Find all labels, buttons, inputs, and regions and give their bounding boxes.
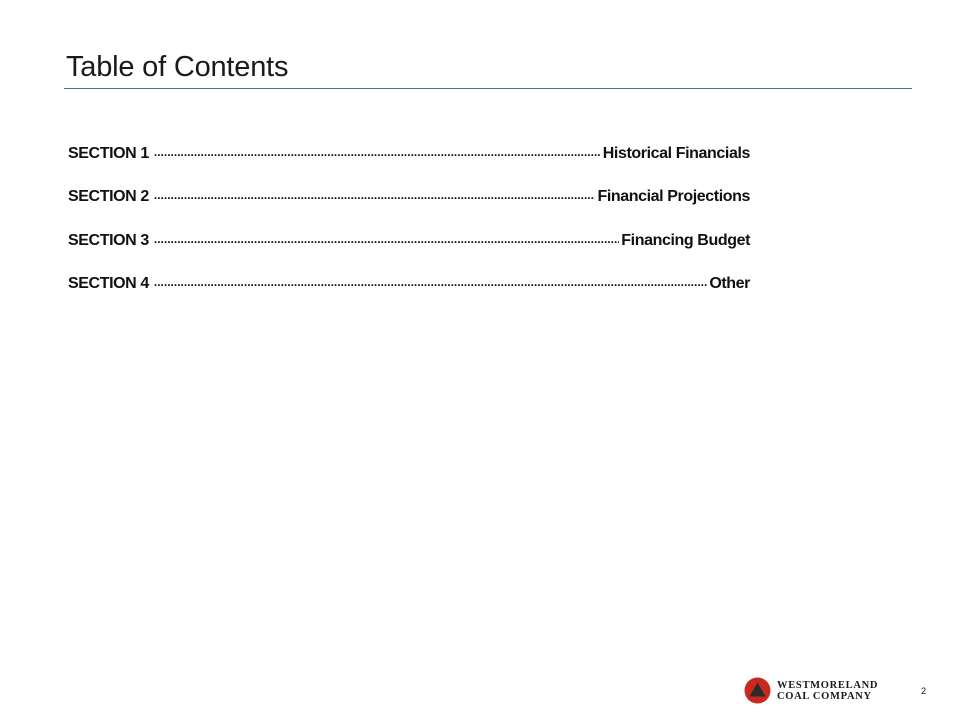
toc-section-number: SECTION 4: [68, 274, 149, 292]
toc-section-number: SECTION 3: [68, 231, 149, 249]
toc-section-number: SECTION 2: [68, 188, 149, 206]
toc-section-title: Historical Financials: [602, 145, 750, 162]
toc-entry-section-3[interactable]: [68, 227, 750, 249]
toc-dot-leader: [154, 270, 707, 288]
toc-entry-section-2[interactable]: [68, 183, 750, 205]
toc-entry-section-4[interactable]: [68, 270, 750, 292]
company-logo: [744, 677, 878, 704]
toc-section-number: SECTION 1: [68, 145, 149, 162]
logo-wordmark: [777, 680, 878, 702]
toc-section-title: Financial Projections: [597, 188, 750, 206]
toc-dot-leader: [154, 227, 619, 245]
toc-section-title: Financing Budget: [621, 231, 750, 249]
toc-entry-section-1[interactable]: [68, 140, 750, 162]
logo-line-2: COAL COMPANY: [777, 690, 872, 702]
toc-dot-leader: [154, 183, 596, 201]
westmoreland-logo-icon: [744, 677, 771, 704]
toc-dot-leader: [154, 140, 601, 158]
page-number: 2: [921, 686, 927, 696]
page-title: Table of Contents: [66, 51, 289, 83]
logo-line-1: WESTMORELAND: [777, 679, 879, 691]
table-of-contents: [68, 140, 750, 313]
title-divider: [64, 88, 912, 89]
toc-section-title: Other: [709, 274, 750, 292]
